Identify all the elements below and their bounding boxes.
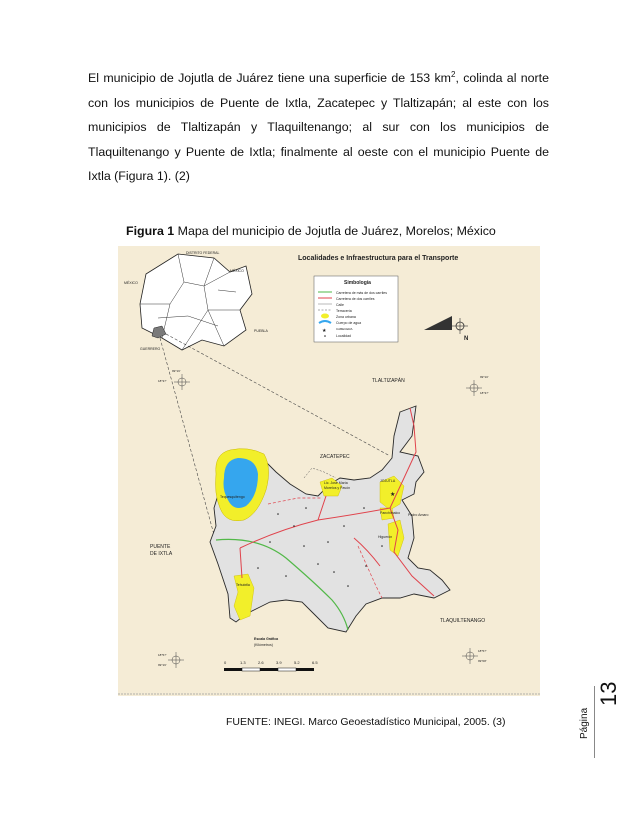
neighbor-puente-line2: DE IXTLA (150, 551, 173, 557)
legend-item-dirt-road: Terracería (336, 309, 352, 313)
map-graphic (118, 246, 540, 696)
coord-tick-ne (466, 375, 489, 396)
legend (314, 276, 398, 342)
neighbor-tlaltizapan: TLALTIZAPÁN (372, 378, 405, 384)
coord-se-lon: 99°08' (478, 659, 487, 663)
north-label: N (464, 336, 469, 342)
scale-label-line1: Escala Gráfica (254, 637, 279, 641)
body-paragraph (88, 66, 549, 189)
page-word: Página (579, 707, 590, 739)
scale-bar (224, 637, 318, 671)
inset-label-df: DISTRITO FEDERAL (186, 251, 220, 255)
scale-tick-1: 1.3 (240, 660, 246, 665)
coord-tick-sw (158, 652, 184, 668)
place-tehuixtla: Tehuixtla (236, 583, 250, 587)
municipality-map (118, 246, 540, 696)
place-higueron: Higuerón (378, 535, 393, 539)
figure-caption (126, 224, 566, 238)
legend-item-street: Calle (336, 303, 344, 307)
paragraph-text-end: , colinda al norte con los municipios de Puente de Ixtla, Zacatepec y Tlaltizapán; al este con los municipios de Tlaltizapán y Tlaquiltenango; al sur con los municipios de Tlaquiltenango y Puente de Ixtla; finalmente al oeste con el municipio Puente de Ixtla (Figura 1). (2) (88, 71, 550, 183)
inset-map (124, 251, 268, 351)
cabecera-star-icon: ★ (390, 492, 396, 498)
coord-nw-lat: 18°37' (158, 379, 167, 383)
place-tequesquitengo: Tequesquitengo (220, 495, 245, 499)
legend-item-highway: Carretera de más de dos carriles (336, 291, 387, 295)
inset-label-mexico-state: MÉXICO (230, 269, 244, 273)
scale-tick-0: 0 (224, 660, 227, 665)
paragraph-text-start: El municipio de Jojutla de Juárez tiene una superficie de 153 km (88, 71, 451, 85)
neighbor-zacatepec: ZACATEPEC (320, 454, 350, 460)
legend-item-locality: Localidad (336, 334, 351, 338)
legend-star-icon: ★ (322, 328, 327, 334)
figure-label: Figura 1 (126, 224, 175, 238)
place-jojutla: JOJUTLA (380, 479, 396, 483)
map-title: Localidades e Infraestructura para el Transporte (298, 255, 459, 262)
place-jose-maria-line2: Morelos y Pavón (324, 486, 351, 490)
scale-tick-4: 5.2 (294, 660, 300, 665)
scale-tick-2: 2.6 (258, 660, 264, 665)
legend-item-cabecera: CABECERA (336, 327, 353, 331)
page-number-tag (577, 680, 621, 760)
inset-label-guerrero: GUERRERO (140, 347, 161, 351)
coord-tick-se (462, 648, 487, 664)
inset-label-puebla: PUEBLA (254, 329, 268, 333)
legend-item-road: Carretera de dos carriles (336, 297, 375, 301)
figure-source: FUENTE: INEGI. Marco Geoestadístico Municipal, 2005. (3) (226, 716, 506, 728)
place-jose-maria-line1: Lic. José María (324, 481, 348, 485)
place-pedro-amaro: Pedro Amaro (408, 513, 429, 517)
scale-label-line2: (Kilómetros) (254, 643, 273, 647)
coord-sw-lon: 99°16' (158, 663, 167, 667)
scale-tick-5: 6.5 (312, 660, 318, 665)
north-arrow-icon (424, 316, 468, 342)
page-rule (594, 686, 595, 758)
legend-item-water: Cuerpo de agua (336, 321, 362, 325)
legend-item-urban: Zona urbana (336, 315, 356, 319)
figure-caption-text: Mapa del municipio de Jojutla de Juárez, Morelos; México (174, 224, 496, 238)
superscript-two: 2 (451, 69, 456, 79)
legend-title: Simbología (344, 280, 371, 286)
coord-tick-nw (158, 369, 190, 390)
coord-nw-lon: 99°16' (172, 369, 181, 373)
neighbor-tlaquiltenango: TLAQUILTENANGO (440, 618, 486, 624)
coord-ne-lon: 99°10' (480, 375, 489, 379)
neighbor-puente-line1: PUENTE (150, 544, 171, 550)
inset-label-mexico: MÉXICO (124, 281, 138, 285)
coord-ne-lat: 18°37' (480, 391, 489, 395)
place-panchimalco: Panchimalco (380, 511, 401, 515)
scale-tick-3: 3.9 (276, 660, 282, 665)
coord-se-lat: 18°57' (478, 649, 487, 653)
urban-tehuixtla (234, 574, 254, 620)
page-number: 13 (596, 681, 621, 706)
coord-sw-lat: 18°57' (158, 653, 167, 657)
